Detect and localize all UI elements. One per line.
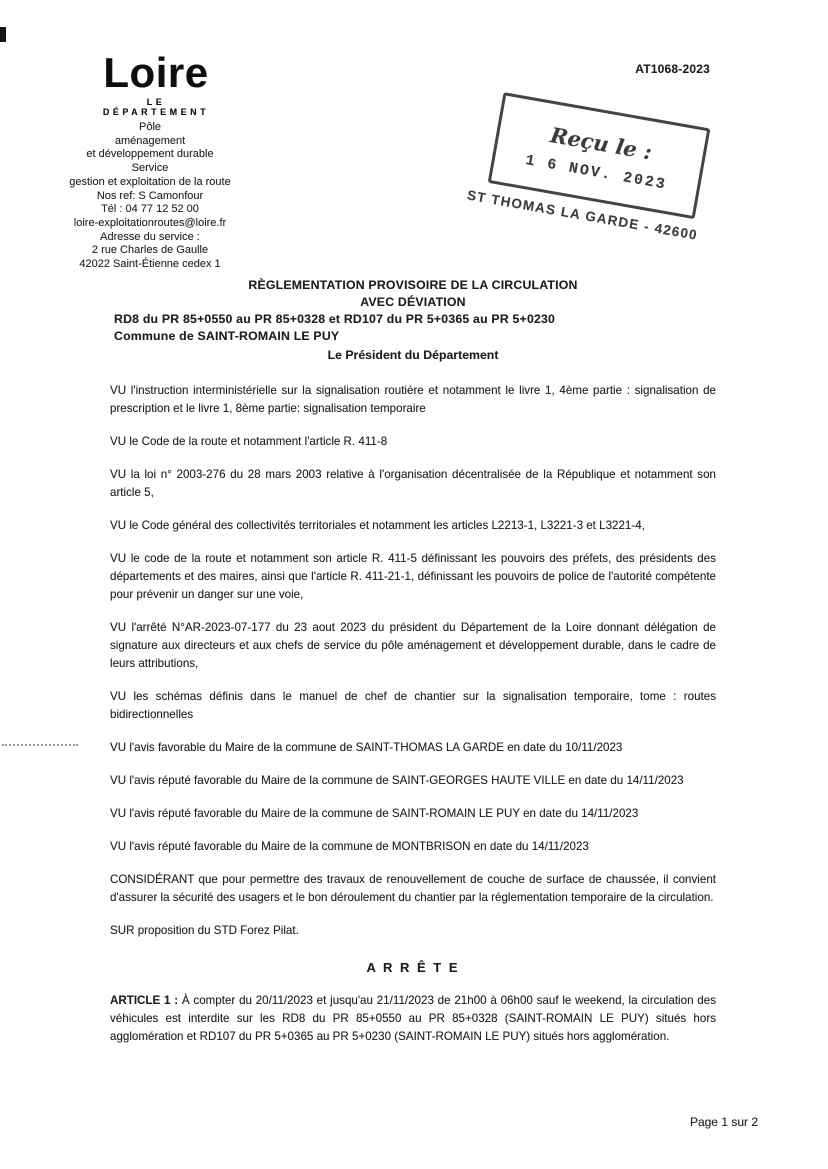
recital-code-route-r411-5: VU le code de la route et notamment son article R. 411-5 définissant les pouvoirs des préfets, des présidents des départements et des maires, ainsi que l'article R. 411-21-1, définissant les pouvoirs de police de l'autorité compétente pour prévenir un danger sur une voie, xyxy=(110,552,716,601)
recital-considerant: CONSIDÉRANT que pour permettre des travaux de renouvellement de couche de surface de chaussée, il convient d'assurer la sécurité des usagers et le bon déroulement du chantier par la réglementation temporaire de la circulation. xyxy=(110,873,716,904)
sender-line-adresse-label: Adresse du service : xyxy=(100,230,200,243)
document-body xyxy=(110,277,716,1061)
sender-line-pole: Pôle xyxy=(138,121,162,133)
recital-code-collectivites: VU le Code général des collectivités territoriales et notamment les articles L2213-1, L3221-3 et L3221-4, xyxy=(110,519,645,532)
sender-line-ref: Nos ref: S Camonfour xyxy=(96,189,204,202)
recital-arrete-delegation: VU l'arrêté N°AR-2023-07-177 du 23 aout 2023 du président du Département de la Loire donnant délégation de signature aux directeurs et aux chefs de service du pôle aménagement et développement durable, dans le cadre de leurs attributions, xyxy=(110,621,716,670)
recital-loi-2003-276: VU la loi n° 2003-276 du 28 mars 2003 relative à l'organisation décentralisée de la République et notamment son article 5, xyxy=(110,468,716,499)
recital-avis-saint-georges: VU l'avis réputé favorable du Maire de la commune de SAINT-GEORGES HAUTE VILLE en date du 14/11/2023 xyxy=(110,774,684,787)
recital-avis-montbrison: VU l'avis réputé favorable du Maire de la commune de MONTBRISON en date du 14/11/2023 xyxy=(110,840,589,853)
recitals-section xyxy=(110,382,716,940)
arrete-heading: A R R Ê T E xyxy=(366,960,460,975)
sender-line-developpement: et développement durable xyxy=(86,148,214,161)
sender-line-tel: Tél : 04 77 12 52 00 xyxy=(101,203,199,216)
sender-line-ville: 42022 Saint-Étienne cedex 1 xyxy=(79,258,221,271)
page-number: Page 1 sur 2 xyxy=(689,1115,758,1129)
article-1-text: À compter du 20/11/2023 et jusqu'au 21/11/2023 de 21h00 à 06h00 sauf le weekend, la circulation des véhicules est interdite sur les RD8 du PR 85+0550 au PR 85+0328 (SAINT-ROMAIN LE PUY) situés hors agglomération et RD107 du PR 5+0365 au PR 5+0230 (SAINT-ROMAIN LE PUY) situés hors agglomération. xyxy=(110,994,716,1043)
loire-logo xyxy=(98,49,214,117)
received-stamp xyxy=(465,92,717,243)
scan-artifact-corner xyxy=(0,27,6,42)
stamp-date: 1 6 NOV. 2023 xyxy=(524,151,668,194)
scan-artifact-smudge xyxy=(2,744,78,746)
sender-line-gestion: gestion et exploitation de la route xyxy=(69,175,231,188)
title-president: Le Président du Département xyxy=(327,348,499,362)
recital-avis-saint-romain: VU l'avis réputé favorable du Maire de la commune de SAINT-ROMAIN LE PUY en date du 14/11/2023 xyxy=(110,807,639,820)
document-reference: AT1068-2023 xyxy=(635,62,710,76)
stamp-received-label: Reçu le : xyxy=(548,121,654,165)
logo-wordmark: Loire xyxy=(103,49,209,96)
title-line-2: AVEC DÉVIATION xyxy=(360,295,466,309)
article-1-label: ARTICLE 1 : xyxy=(110,994,182,1007)
article-1 xyxy=(110,992,716,1046)
sender-line-email: loire-exploitationroutes@loire.fr xyxy=(73,216,227,229)
title-line-3: RD8 du PR 85+0550 au PR 85+0328 et RD107 du PR 5+0365 au PR 5+0230 xyxy=(114,312,556,326)
recital-schemas: VU les schémas définis dans le manuel de chef de chantier sur la signalisation temporaire, tome : routes bidirectionnelles xyxy=(110,690,716,721)
title-line-4: Commune de SAINT-ROMAIN LE PUY xyxy=(114,329,340,343)
sender-address-block xyxy=(38,121,262,272)
recital-sur-proposition: SUR proposition du STD Forez Pilat. xyxy=(110,924,299,937)
sender-line-service: Service xyxy=(131,162,169,175)
sender-line-rue: 2 rue Charles de Gaulle xyxy=(91,244,209,257)
recital-avis-saint-thomas: VU l'avis favorable du Maire de la commune de SAINT-THOMAS LA GARDE en date du 10/11/2023 xyxy=(110,741,623,754)
recital-code-route-r411-8: VU le Code de la route et notamment l'article R. 411-8 xyxy=(110,435,388,448)
recital-instruction: VU l'instruction interministérielle sur la signalisation routière et notamment le livre 1, 4ème partie : signalisation de prescription et le livre 1, 8ème partie: signalisation temporaire xyxy=(110,384,716,415)
stamp-city-line: ST THOMAS LA GARDE - 42600 xyxy=(465,187,699,243)
title-line-1: RÈGLEMENTATION PROVISOIRE DE LA CIRCULATION xyxy=(248,278,578,292)
logo-subtitle: LE DÉPARTEMENT xyxy=(102,97,210,117)
sender-line-amenagement: aménagement xyxy=(114,134,186,147)
